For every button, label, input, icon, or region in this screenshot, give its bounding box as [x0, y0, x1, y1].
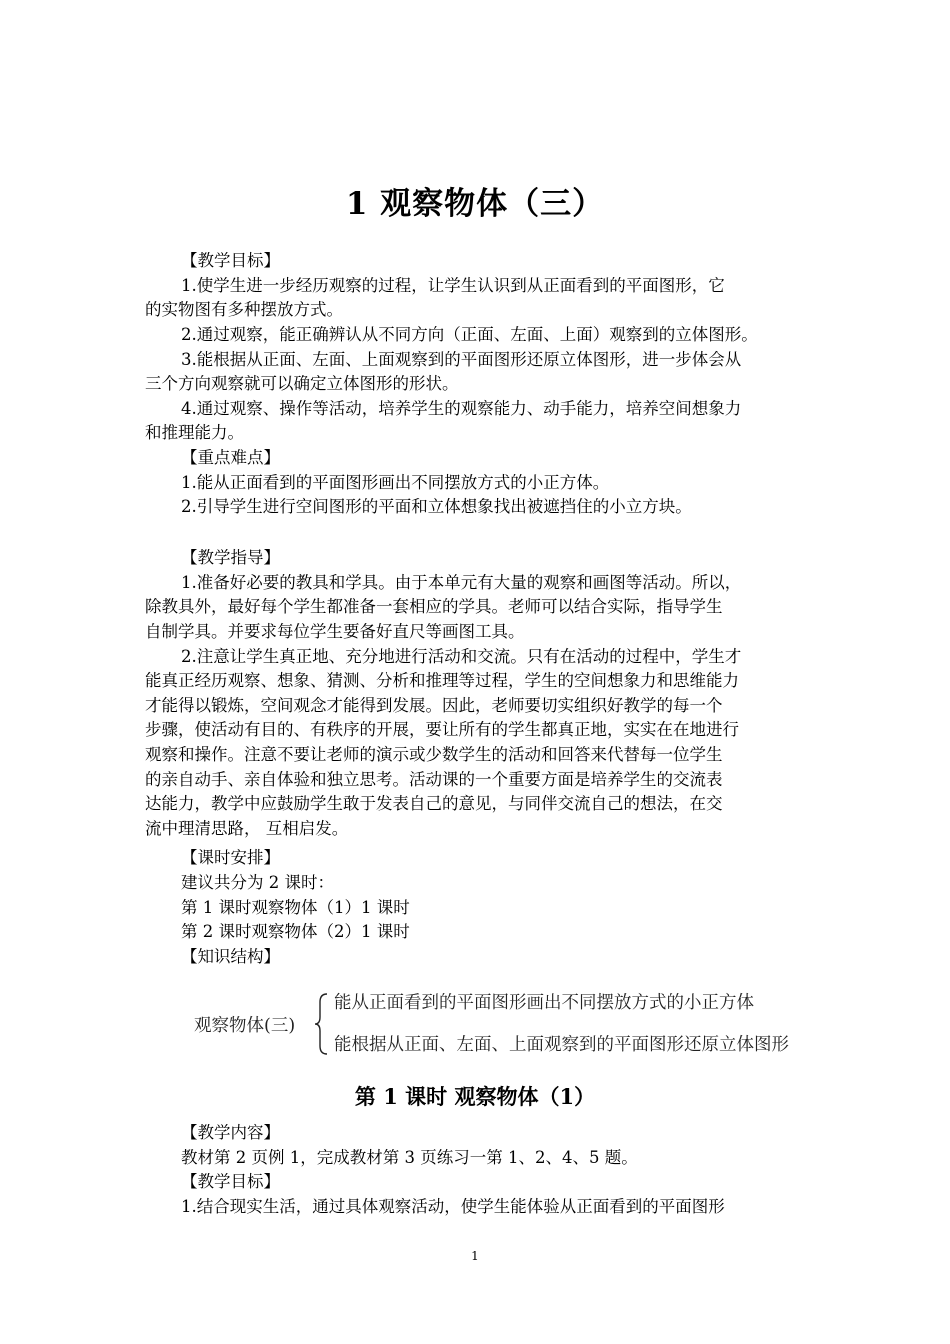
- curly-brace-icon: [314, 992, 330, 1056]
- guidance-2-line-a: 2.注意让学生真正地、充分地进行活动和交流。只有在活动的过程中，学生才: [181, 647, 742, 666]
- goal-1-line-a: 1.使学生进一步经历观察的过程，让学生认识到从正面看到的平面图形，它: [181, 276, 725, 295]
- page-title: 1 观察物体（三）: [345, 186, 605, 222]
- goal-3-line-b: 三个方向观察就可以确定立体图形的形状。: [145, 374, 459, 393]
- lesson-1-content: 教材第 2 页例 1，完成教材第 3 页练习一第 1、2、4、5 题。: [181, 1148, 638, 1167]
- structure-root-label: 观察物体(三): [194, 1016, 296, 1036]
- guidance-1-line-c: 自制学具。并要求每位学生要备好直尺等画图工具。: [145, 622, 525, 641]
- key-points-heading: 【重点难点】: [181, 448, 280, 467]
- goal-4-line-a: 4.通过观察、操作等活动，培养学生的观察能力、动手能力，培养空间想象力: [181, 399, 742, 418]
- key-point-1: 1.能从正面看到的平面图形画出不同摆放方式的小正方体。: [181, 473, 610, 492]
- guidance-2-line-d: 步骤，使活动有目的、有秩序的开展，要让所有的学生都真正地，实实在在地进行: [145, 720, 739, 739]
- schedule-intro: 建议共分为 2 课时：: [181, 873, 334, 892]
- guidance-2-line-b: 能真正经历观察、想象、猜测、分析和推理等过程，学生的空间想象力和思维能力: [145, 671, 739, 690]
- lesson-1-content-heading: 【教学内容】: [181, 1123, 280, 1142]
- lesson-1-goals-heading: 【教学目标】: [181, 1172, 280, 1191]
- guidance-heading: 【教学指导】: [181, 548, 280, 567]
- goal-4-line-b: 和推理能力。: [145, 423, 244, 442]
- key-point-2: 2.引导学生进行空间图形的平面和立体想象找出被遮挡住的小立方块。: [181, 497, 692, 516]
- lesson-1-title: 第 1 课时 观察物体（1）: [354, 1084, 596, 1109]
- goals-heading: 【教学目标】: [181, 251, 280, 270]
- schedule-lesson-2: 第 2 课时观察物体（2）1 课时: [181, 922, 410, 941]
- guidance-1-line-a: 1.准备好必要的教具和学具。由于本单元有大量的观察和画图等活动。所以，: [181, 573, 742, 592]
- schedule-heading: 【课时安排】: [181, 848, 280, 867]
- structure-heading: 【知识结构】: [181, 947, 280, 966]
- guidance-1-line-b: 除教具外，最好每个学生都准备一套相应的学具。老师可以结合实际，指导学生: [145, 597, 723, 616]
- guidance-2-line-c: 才能得以锻炼，空间观念才能得到发展。因此，老师要切实组织好教学的每一个: [145, 696, 723, 715]
- page-number: 1: [471, 1249, 479, 1263]
- knowledge-structure-diagram: [190, 988, 850, 1060]
- structure-branch-1: 能从正面看到的平面图形画出不同摆放方式的小正方体: [334, 993, 754, 1013]
- structure-branch-2: 能根据从正面、左面、上面观察到的平面图形还原立体图形: [334, 1035, 789, 1055]
- guidance-2-line-g: 达能力，教学中应鼓励学生敢于发表自己的意见，与同伴交流自己的想法，在交: [145, 794, 723, 813]
- goal-2: 2.通过观察，能正确辨认从不同方向（正面、左面、上面）观察到的立体图形。: [181, 325, 758, 344]
- goal-3-line-a: 3.能根据从正面、左面、上面观察到的平面图形还原立体图形，进一步体会从: [181, 350, 742, 369]
- guidance-2-line-e: 观察和操作。注意不要让老师的演示或少数学生的活动和回答来代替每一位学生: [145, 745, 723, 764]
- guidance-2-line-h: 流中理清思路， 互相启发。: [145, 819, 349, 838]
- goal-1-line-b: 的实物图有多种摆放方式。: [145, 300, 343, 319]
- guidance-2-line-f: 的亲自动手、亲自体验和独立思考。活动课的一个重要方面是培养学生的交流表: [145, 770, 723, 789]
- schedule-lesson-1: 第 1 课时观察物体（1）1 课时: [181, 898, 410, 917]
- lesson-1-goal-1: 1.结合现实生活，通过具体观察活动，使学生能体验从正面看到的平面图形: [181, 1197, 725, 1216]
